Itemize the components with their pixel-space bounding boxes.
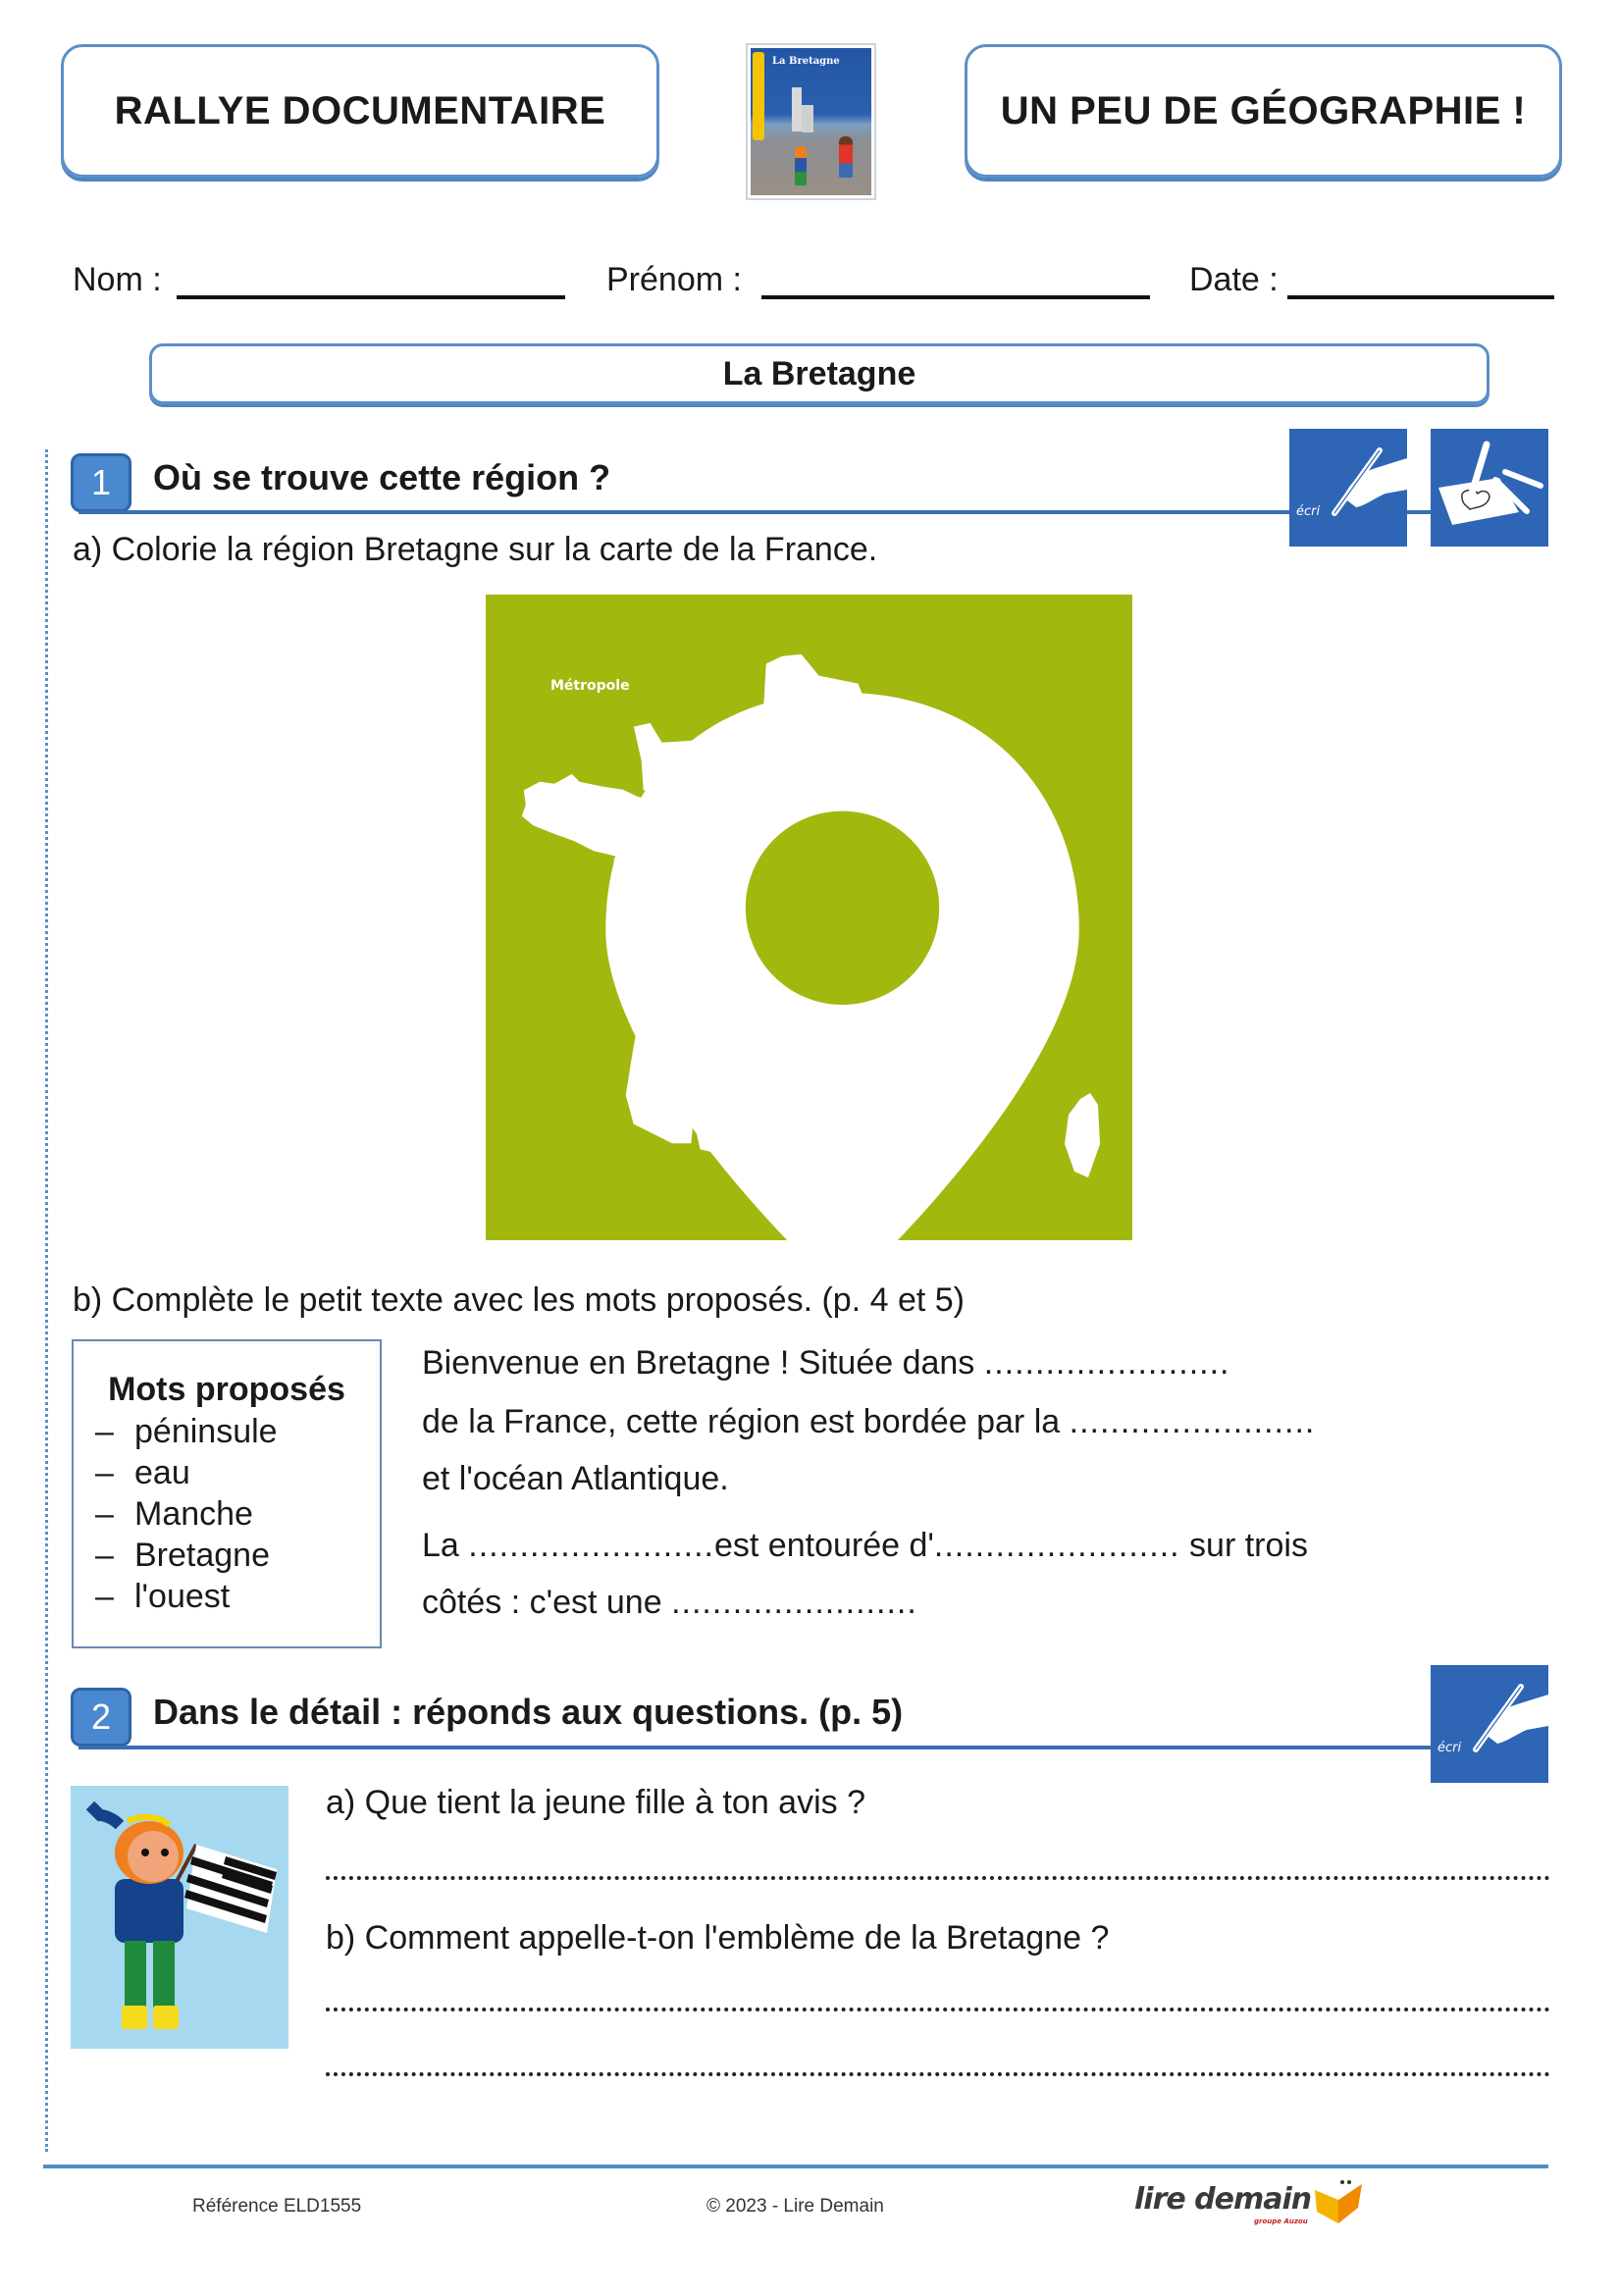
cloze-line-5: côtés : c'est une ........................: [422, 1584, 917, 1621]
section-2-title: Dans le détail : réponds aux questions. (p. 5): [153, 1692, 904, 1732]
map-label: Métropole: [550, 678, 630, 694]
blank-4[interactable]: ........................: [933, 1527, 1180, 1564]
cloze-line-4: La ........................est entourée d'........................ sur trois: [422, 1527, 1308, 1564]
word-bank-title: Mots proposés: [108, 1371, 345, 1408]
location-pin-icon: [519, 671, 1166, 1317]
name-field[interactable]: [177, 295, 565, 299]
write-icon: [1431, 1665, 1548, 1783]
child-illustration-boy: [839, 136, 853, 178]
word-item: – eau: [95, 1454, 190, 1491]
cover-series-strip: [753, 52, 764, 140]
blank-2[interactable]: ........................: [1069, 1403, 1316, 1440]
section-2-badge: 2: [71, 1688, 131, 1747]
footer-reference: Référence ELD1555: [192, 2196, 362, 2217]
color-draw-icon: [1431, 429, 1548, 547]
word-bank: [72, 1339, 382, 1648]
question-a: a) Que tient la jeune fille à ton avis ?: [326, 1784, 865, 1821]
section-2-rule: [78, 1746, 1433, 1749]
lighthouse-annex-illustration: [802, 105, 813, 132]
lighthouse-illustration: [792, 87, 802, 131]
word-item: – péninsule: [95, 1413, 278, 1450]
firstname-field[interactable]: [761, 295, 1150, 299]
date-field[interactable]: [1287, 295, 1554, 299]
cloze-line-1: Bienvenue en Bretagne ! Située dans ........................: [422, 1344, 1230, 1382]
section-1-rule: [78, 510, 1433, 514]
margin-dotted-line: [45, 449, 48, 2152]
open-book-icon: [1313, 2178, 1364, 2223]
book-cover-image: [746, 43, 876, 200]
answer-a-line[interactable]: [326, 1876, 1550, 1880]
write-icon: [1289, 429, 1407, 547]
svg-text:écri: écri: [1437, 1741, 1462, 1755]
date-label: Date :: [1189, 261, 1279, 298]
word-item: – l'ouest: [95, 1578, 231, 1615]
cover-title: La Bretagne: [772, 56, 840, 67]
logo-text: lire demain: [1134, 2182, 1312, 2217]
answer-b-line-2[interactable]: [326, 2072, 1550, 2076]
lire-demain-logo: [1134, 2182, 1364, 2223]
blank-1[interactable]: ........................: [983, 1344, 1230, 1382]
footer-copyright: © 2023 - Lire Demain: [706, 2196, 884, 2217]
answer-b-line-1[interactable]: [326, 2008, 1550, 2011]
header-title-left: RALLYE DOCUMENTAIRE: [61, 44, 659, 178]
question-b: b) Comment appelle-t-on l'emblème de la Bretagne ?: [326, 1919, 1110, 1957]
footer-rule: [43, 2165, 1548, 2168]
cloze-line-2: de la France, cette région est bordée par la ........................: [422, 1403, 1316, 1440]
cloze-line-3: et l'océan Atlantique.: [422, 1460, 729, 1497]
word-bank-list: [74, 1411, 380, 1617]
header-title-right: UN PEU DE GÉOGRAPHIE !: [965, 44, 1562, 178]
france-map[interactable]: [486, 595, 1132, 1240]
section-1-title: Où se trouve cette région ?: [153, 457, 611, 497]
word-item: – Manche: [95, 1495, 253, 1533]
blank-3[interactable]: ........................: [468, 1527, 714, 1564]
word-item: – Bretagne: [95, 1537, 270, 1574]
svg-text:écri: écri: [1296, 504, 1321, 519]
section-1-badge: 1: [71, 453, 131, 512]
child-illustration-girl: [795, 146, 807, 185]
logo-subtitle: groupe Auzou: [1254, 2218, 1308, 2225]
gwenn-ha-du-flag: [184, 1845, 277, 1933]
name-label: Nom :: [73, 261, 162, 298]
firstname-label: Prénom :: [606, 261, 742, 298]
blank-5[interactable]: ........................: [671, 1584, 917, 1621]
section-1-instruction-b: b) Complète le petit texte avec les mots proposés. (p. 4 et 5): [73, 1281, 965, 1319]
girl-with-flag-illustration: [71, 1786, 288, 2049]
book-cover-art: [751, 48, 871, 195]
section-1-instruction-a: a) Colorie la région Bretagne sur la carte de la France.: [73, 531, 878, 568]
topic-title: La Bretagne: [149, 343, 1489, 404]
